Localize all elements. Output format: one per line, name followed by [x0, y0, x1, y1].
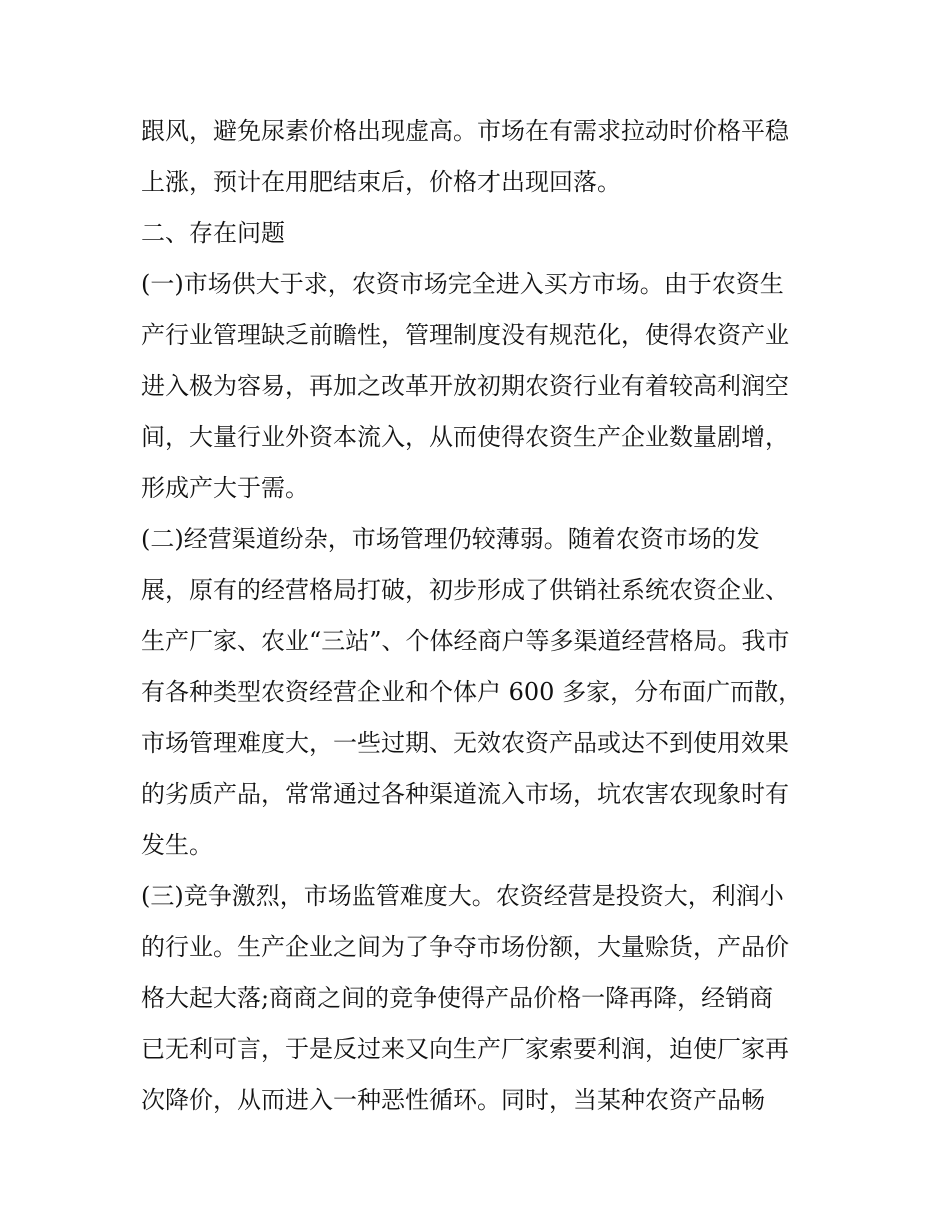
- document-body: [141, 106, 821, 1126]
- text-line: 格大起大落;商商之间的竞争使得产品价格一降再降，经销商: [141, 984, 774, 1012]
- text-line: 发生。: [141, 831, 213, 859]
- text-line: 次降价，从而进入一种恶性循环。同时，当某种农资产品畅: [141, 1086, 765, 1114]
- text-line: 生产厂家、农业“三站”、个体经商户等多渠道经营格局。我市: [141, 627, 790, 655]
- text-line: (二)经营渠道纷杂，市场管理仍较薄弱。随着农资市场的发: [141, 525, 760, 553]
- text-line: 间，大量行业外资本流入，从而使得农资生产企业数量剧增，: [141, 423, 789, 451]
- section-heading: 二、存在问题: [141, 219, 285, 247]
- text-line: 的行业。生产企业之间为了争夺市场份额，大量赊货，产品价: [141, 933, 789, 961]
- text-line: 已无利可言，于是反过来又向生产厂家索要利润，迫使厂家再: [141, 1035, 789, 1063]
- text-line: 展，原有的经营格局打破，初步形成了供销社系统农资企业、: [141, 576, 789, 604]
- text-line: 有各种类型农资经营企业和个体户 600 多家，分布面广而散，: [141, 678, 803, 706]
- text-line: 形成产大于需。: [141, 474, 309, 502]
- text-line: 的劣质产品，常常通过各种渠道流入市场，坑农害农现象时有: [141, 780, 789, 808]
- text-line: 跟风，避免尿素价格出现虚高。市场在有需求拉动时价格平稳: [141, 117, 789, 145]
- text-line: 进入极为容易，再加之改革开放初期农资行业有着较高利润空: [141, 372, 789, 400]
- text-line: (三)竞争激烈，市场监管难度大。农资经营是投资大，利润小: [141, 882, 784, 910]
- text-line: (一)市场供大于求，农资市场完全进入买方市场。由于农资生: [141, 270, 784, 298]
- text-line: 上涨，预计在用肥结束后，价格才出现回落。: [141, 168, 621, 196]
- text-line: 产行业管理缺乏前瞻性，管理制度没有规范化，使得农资产业: [141, 321, 789, 349]
- text-line: 市场管理难度大，一些过期、无效农资产品或达不到使用效果: [141, 729, 789, 757]
